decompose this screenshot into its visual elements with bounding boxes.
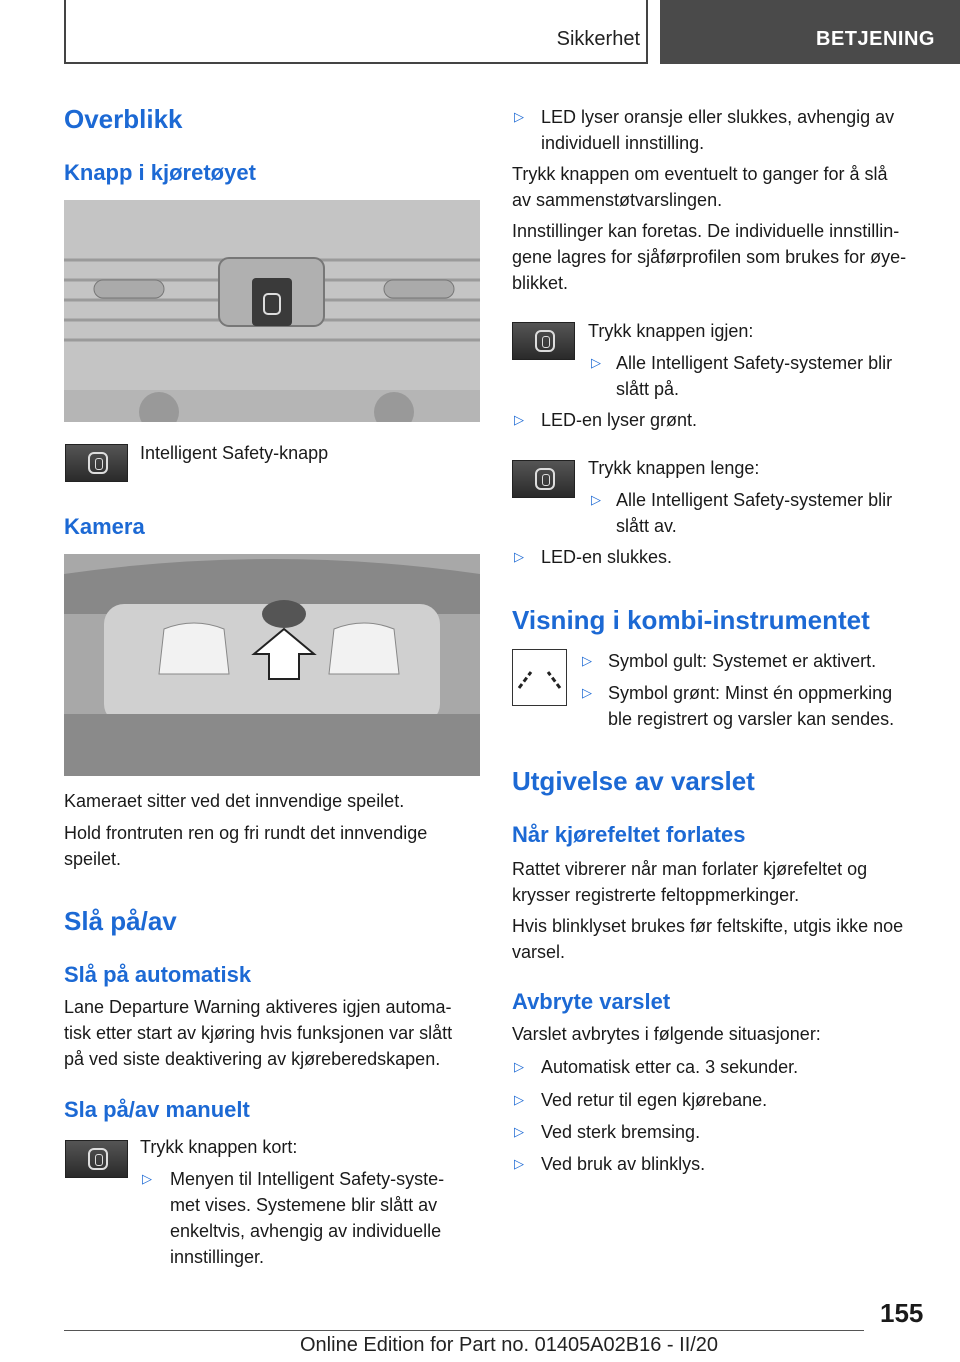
safety-icon	[88, 1148, 108, 1170]
forl-l2: krysser registrerte feltoppmerkinger.	[512, 885, 800, 905]
bullet-icon: ▷	[582, 685, 592, 700]
avb-bullet-4	[514, 1151, 705, 1177]
avb-b3-text: Ved sterk bremsing.	[541, 1122, 701, 1142]
header-chapter: BETJENING	[816, 28, 935, 50]
heading-sla: Slå på/av	[64, 906, 177, 936]
heading-forlates: Når kjørefeltet forlates	[512, 822, 746, 847]
bullet-icon: ▷	[514, 412, 524, 427]
led-bullet	[514, 104, 894, 156]
auto-l2: tisk etter start av kjøring hvis funksjonen var slått	[64, 1023, 453, 1043]
igjen-b1-l2: slått på.	[616, 379, 680, 399]
lenge-label: Trykk knappen lenge:	[588, 458, 760, 478]
led-l2: individuell innstilling.	[541, 133, 705, 153]
heading-sla-auto: Slå på automatisk	[64, 962, 252, 987]
heading-visning: Visning i kombi-instrumentet	[512, 605, 870, 635]
to-l2: av sammenstøtvarslingen.	[512, 190, 723, 210]
inn-l3: blikket.	[512, 273, 569, 293]
heading-utgivelse: Utgivelse av varslet	[512, 766, 755, 796]
forl-l1: Rattet vibrerer når man forlater kjørefeltet og	[512, 859, 868, 879]
heading-manuelt: Sla på/av manuelt	[64, 1097, 250, 1122]
footer-divider	[64, 1330, 864, 1331]
gront-bullet	[514, 407, 697, 433]
kort-b1-l4: innstillinger.	[170, 1247, 265, 1267]
heading-knapp: Knapp i kjøretøyet	[64, 160, 256, 185]
blink-l2: varsel.	[512, 942, 566, 962]
avb-p: Varslet avbrytes i følgende situasjoner:	[512, 1024, 821, 1044]
bullet-icon: ▷	[591, 355, 601, 370]
kort-bullet	[142, 1166, 444, 1270]
gront-text: LED-en lyser grønt.	[541, 410, 698, 430]
camera-illustration	[64, 554, 480, 776]
avb-bullet-3	[514, 1119, 700, 1145]
vis-b2-l2: ble registrert og varsler kan sendes.	[608, 709, 895, 729]
lenge-bullet	[591, 487, 892, 539]
bullet-icon: ▷	[514, 1124, 524, 1139]
vis-b2-l1: Symbol grønt: Minst én oppmerking	[608, 683, 893, 703]
slukkes-bullet	[514, 544, 672, 570]
avb-bullet-1	[514, 1054, 798, 1080]
avb-b1-text: Automatisk etter ca. 3 sekunder.	[541, 1057, 799, 1077]
bullet-icon: ▷	[591, 492, 601, 507]
kort-b1-l1: Menyen til Intelligent Safety-syste‐	[170, 1169, 445, 1189]
blink-l1: Hvis blinklyset brukes før feltskifte, utgis ikke noe	[512, 916, 904, 936]
safety-button-image	[65, 444, 128, 482]
header-chapter-tab	[660, 0, 960, 64]
header-section: Sikkerhet	[556, 28, 640, 50]
heading-kamera: Kamera	[64, 514, 145, 539]
avb-b4-text: Ved bruk av blinklys.	[541, 1154, 706, 1174]
page-number: 155	[880, 1298, 924, 1328]
btn-caption: Intelligent Safety-knapp	[140, 443, 329, 463]
bullet-icon: ▷	[514, 1156, 524, 1171]
camera-photo	[64, 554, 480, 776]
auto-l3: på ved siste deaktivering av kjøreberedskapen.	[64, 1049, 441, 1069]
heading-avbryte: Avbryte varslet	[512, 989, 671, 1014]
safety-icon	[535, 468, 555, 490]
kort-b1-l3: enkeltvis, avhengig av individuelle	[170, 1221, 442, 1241]
bullet-icon: ▷	[514, 549, 524, 564]
avb-bullet-2	[514, 1087, 767, 1113]
bullet-icon: ▷	[582, 653, 592, 668]
slukkes-text: LED-en slukkes.	[541, 547, 673, 567]
lane-symbol	[512, 649, 567, 706]
vis-b1-text: Symbol gult: Systemet er aktivert.	[608, 651, 877, 671]
lenge-b1-l1: Alle Intelligent Safety-systemer blir	[616, 490, 893, 510]
vis-bullet-2	[582, 680, 894, 732]
safety-button-image-lenge	[512, 460, 575, 498]
led-l1: LED lyser oransje eller slukkes, avhengig av	[541, 107, 895, 127]
kamera-p1: Kameraet sitter ved det innvendige speilet.	[64, 791, 405, 811]
igjen-bullet	[591, 350, 892, 402]
kamera-p2-l1: Hold frontruten ren og fri rundt det innvendige	[64, 823, 428, 843]
igjen-b1-l1: Alle Intelligent Safety-systemer blir	[616, 353, 893, 373]
kamera-p2-l2: speilet.	[64, 849, 122, 869]
igjen-label: Trykk knappen igjen:	[588, 321, 754, 341]
to-l1: Trykk knappen om eventuelt to ganger for å slå	[512, 164, 888, 184]
dashboard-illustration	[64, 200, 480, 422]
inn-l1: Innstillinger kan foretas. De individuelle innstillin‐	[512, 221, 900, 241]
heading-overblikk: Overblikk	[64, 104, 183, 134]
bullet-icon: ▷	[514, 109, 524, 124]
safety-button-image-kort	[65, 1140, 128, 1178]
dashboard-photo	[64, 200, 480, 422]
footer-edition: Online Edition for Part no. 01405A02B16 - II/20	[300, 1334, 719, 1356]
bullet-icon: ▷	[514, 1092, 524, 1107]
safety-icon	[535, 330, 555, 352]
kort-b1-l2: met vises. Systemene blir slått av	[170, 1195, 438, 1215]
kort-label: Trykk knappen kort:	[140, 1137, 298, 1157]
safety-button-image-igjen	[512, 322, 575, 360]
bullet-icon: ▷	[514, 1059, 524, 1074]
lenge-b1-l2: slått av.	[616, 516, 677, 536]
safety-icon	[88, 452, 108, 474]
auto-l1: Lane Departure Warning aktiveres igjen automa‐	[64, 997, 452, 1017]
lane-departure-icon	[513, 650, 566, 705]
inn-l2: gene lagres for sjåførprofilen som brukes for øye‐	[512, 247, 907, 267]
bullet-icon: ▷	[142, 1171, 152, 1186]
vis-bullet-1	[582, 648, 876, 674]
avb-b2-text: Ved retur til egen kjørebane.	[541, 1090, 768, 1110]
